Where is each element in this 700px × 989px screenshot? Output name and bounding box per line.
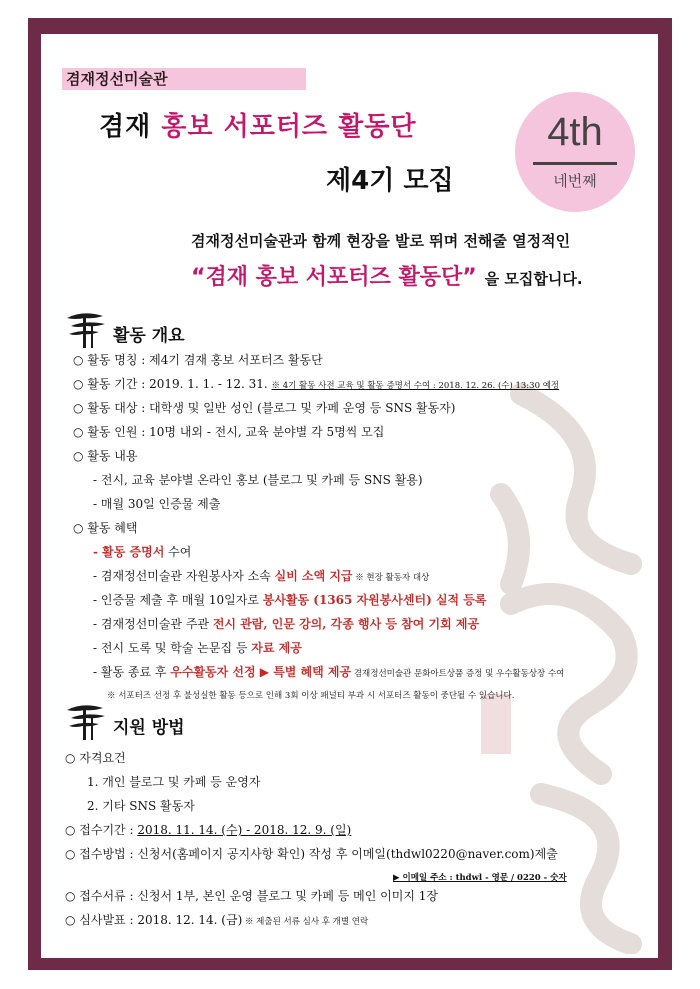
apply-heading bbox=[63, 702, 185, 740]
benefit-4-text: - 겸재정선미술관 주관 bbox=[93, 617, 213, 631]
intro-line: 겸재정선미술관과 함께 현장을 발로 뛰며 전해줄 열정적인 bbox=[191, 232, 571, 250]
benefit-item-2 bbox=[93, 568, 429, 586]
apply-req-2: 2. 기타 SNS 활동자 bbox=[87, 799, 195, 813]
intro-suffix: 을 모집합니다. bbox=[484, 270, 583, 288]
pine-tree-icon bbox=[63, 310, 109, 348]
intro-quote: “겸재 홍보 서포터즈 활동단” bbox=[191, 265, 477, 290]
poster-page bbox=[41, 34, 658, 958]
overview-period bbox=[73, 376, 559, 394]
benefit-5-text: - 전시 도록 및 학술 논문집 등 bbox=[93, 641, 252, 655]
benefit-2-note: ※ 현장 활동자 대상 bbox=[352, 573, 430, 583]
benefit-6-text: - 활동 종료 후 bbox=[93, 665, 171, 679]
period-note: ※ 4기 활동 사전 교육 및 활동 증명서 수여 : 2018. 12. 26. (수) 13:30 예정 bbox=[271, 381, 560, 391]
benefit-4-emphasis: 전시 관람, 인문 강의, 각종 행사 등 참여 기회 제공 bbox=[212, 617, 480, 631]
apply-req-1: 1. 개인 블로그 및 카페 등 운영자 bbox=[87, 775, 261, 789]
overview-content-title: ○ 활동 내용 bbox=[73, 449, 138, 463]
title-highlight: 홍보 서포터즈 활동단 bbox=[161, 112, 417, 142]
main-title bbox=[99, 106, 416, 143]
apply-result-date: ○ 심사발표 : 2018. 12. 14. (금) bbox=[65, 913, 243, 927]
title-prefix: 겸재 bbox=[99, 112, 152, 142]
badge-korean: 네번째 bbox=[553, 172, 597, 190]
overview-title: 활동 개요 bbox=[113, 326, 185, 346]
org-name: 겸재정선미술관 bbox=[66, 70, 168, 88]
apply-result-note: ※ 제출된 서류 심사 후 개별 연락 bbox=[242, 917, 369, 927]
overview-members: ○ 활동 인원 : 10명 내외 - 전시, 교육 분야별 각 5명씩 모집 bbox=[73, 425, 385, 439]
apply-period bbox=[65, 822, 351, 838]
benefit-item-1 bbox=[93, 544, 191, 560]
overview-heading bbox=[63, 310, 185, 348]
apply-period-label: ○ 접수기간 : bbox=[65, 823, 138, 837]
benefit-6-emphasis: 우수활동자 선정 ▶ 특별 혜택 제공 bbox=[170, 665, 352, 679]
benefit-item-5 bbox=[93, 640, 302, 656]
benefit-3-text: - 인증물 제출 후 매월 10일자로 bbox=[93, 593, 263, 607]
benefit-item-4 bbox=[93, 616, 479, 632]
apply-period-value: 2018. 11. 14. (수) - 2018. 12. 9. (일) bbox=[137, 823, 352, 837]
benefit-item-3 bbox=[93, 592, 487, 608]
apply-method: ○ 접수방법 : 신청서(홈페이지 공지사항 확인) 작성 후 이메일(thdwl0220@naver.com)제출 bbox=[65, 847, 558, 861]
overview-target: ○ 활동 대상 : 대학생 및 일반 성인 (블로그 및 카페 운영 등 SNS 활동자) bbox=[73, 401, 456, 415]
overview-benefits-title: ○ 활동 혜택 bbox=[73, 521, 138, 535]
intro-quote-line bbox=[191, 260, 583, 291]
apply-result bbox=[65, 912, 368, 930]
benefit-1-emphasis: - 활동 증명서 bbox=[93, 545, 165, 559]
benefit-2-emphasis: 실비 소액 지급 bbox=[274, 569, 353, 583]
generation-badge bbox=[515, 92, 635, 212]
penalty-warning: ※ 서포터즈 선정 후 불성실한 활동 등으로 인해 3회 이상 패널티 부과 시 서포터즈 활동이 중단될 수 있습니다. bbox=[107, 691, 515, 701]
overview-name: ○ 활동 명칭 : 제4기 겸재 홍보 서포터즈 활동단 bbox=[73, 353, 323, 367]
apply-req-title: ○ 자격요건 bbox=[65, 751, 126, 765]
apply-docs: ○ 접수서류 : 신청서 1부, 본인 운영 블로그 및 카페 등 메인 이미지 1장 bbox=[65, 889, 438, 903]
benefit-1-rest: 수여 bbox=[164, 545, 192, 559]
email-note: ▶ 이메일 주소 : thdwl - 영문 / 0220 - 숫자 bbox=[393, 873, 567, 883]
badge-divider bbox=[533, 162, 617, 165]
period-text: ○ 활동 기간 : 2019. 1. 1. - 12. 31. bbox=[73, 377, 268, 391]
badge-number: 4th bbox=[547, 110, 603, 154]
benefit-item-6 bbox=[93, 664, 564, 682]
benefit-5-emphasis: 자료 제공 bbox=[251, 641, 302, 655]
apply-title: 지원 방법 bbox=[113, 718, 185, 738]
content-item-2: - 매월 30일 인증물 제출 bbox=[93, 497, 221, 511]
benefit-6-note: 겸재정선미술관 문화아트상품 증정 및 우수활동상장 수여 bbox=[351, 669, 565, 679]
subtitle: 제4기 모집 bbox=[326, 166, 454, 196]
benefit-3-emphasis: 봉사활동 (1365 자원봉사센터) 실적 등록 bbox=[262, 593, 487, 607]
benefit-2-text: - 겸재정선미술관 자원봉사자 소속 bbox=[93, 569, 275, 583]
content-item-1: - 전시, 교육 분야별 온라인 홍보 (블로그 및 카페 등 SNS 활용) bbox=[93, 473, 423, 487]
pine-tree-icon bbox=[63, 702, 109, 740]
